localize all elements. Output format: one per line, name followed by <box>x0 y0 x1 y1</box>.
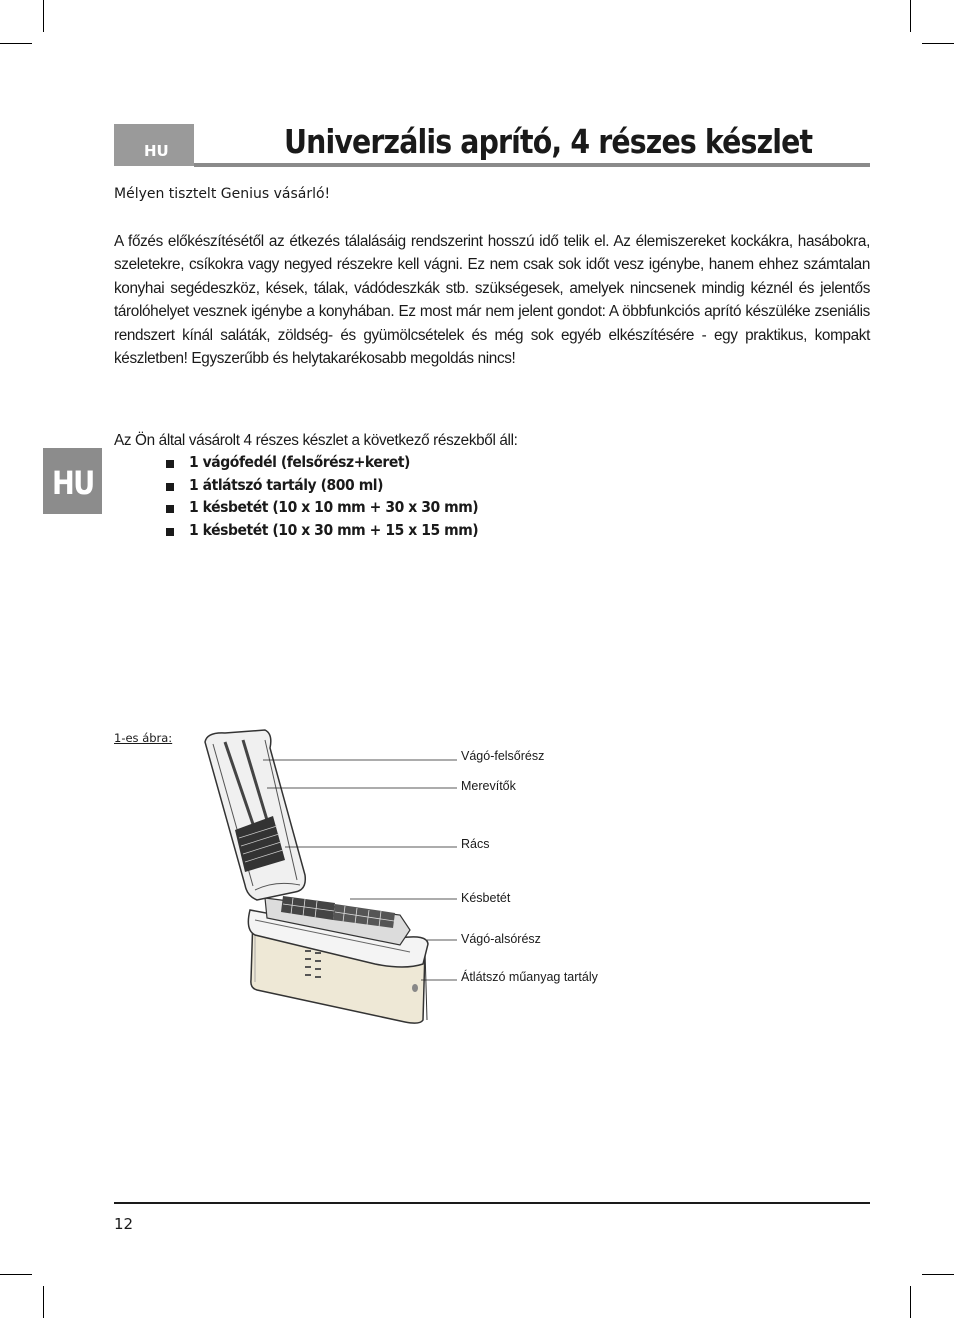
lid-drawing <box>205 730 305 900</box>
crop-mark <box>922 1274 954 1275</box>
list-item: 1 késbetét (10 x 30 mm + 15 x 15 mm) <box>164 521 510 544</box>
parts-intro: Az Ön által vásárolt 4 részes készlet a következő részekből áll: <box>114 432 518 449</box>
crop-mark <box>43 0 44 32</box>
list-item: 1 átlátszó tartály (800 ml) <box>164 476 510 499</box>
list-item: 1 vágófedél (felsőrész+keret) <box>164 453 510 476</box>
callout-label: Átlátszó műanyag tartály <box>461 970 598 984</box>
side-language-tab <box>43 448 102 514</box>
list-item: 1 késbetét (10 x 10 mm + 30 x 30 mm) <box>164 498 510 521</box>
figure-label: 1-es ábra: <box>114 731 173 745</box>
crop-mark <box>43 1286 44 1318</box>
callout-label: Merevítők <box>461 779 516 793</box>
page-number: 12 <box>114 1215 134 1233</box>
callout-label: Rács <box>461 837 490 851</box>
callout-label: Vágó-alsórész <box>461 932 541 946</box>
crop-mark <box>910 1286 911 1318</box>
footer-rule <box>114 1202 870 1204</box>
callout-label: Késbetét <box>461 891 511 905</box>
crop-mark <box>0 43 32 44</box>
greeting: Mélyen tisztelt Genius vásárló! <box>114 186 331 202</box>
crop-mark <box>910 0 911 32</box>
intro-paragraph: A főzés előkészítésétől az étkezés tálalásáig rendszerint hosszú idő telik el. Az élemiszereket kockákra, hasábokra, szeletekre, csíkokra vagy negyed részekre kell vágni. Ez nem csak sok időt vesz igénybe, hanem ehhez számtalan konyhai segédeszköz, kések, tálak, vádódeszkák stb. szükségesek, amelyek nincsenek mindig kéznél és jelentős tárolóhelyet vesznek igénybe a konyhában. Ez most már nem jelent gondot: A öbbfunkciós aprító készüléke zseniális rendszert kínál saláták, zöldség- és gyümölcsételek és még sok egyéb elkészítésére - egy praktikus, kompakt készletben! Egyszerűbb és helytakarékosabb megoldás nincs! <box>114 233 870 368</box>
language-tab-label: HU <box>144 142 169 160</box>
title-rule <box>194 163 870 167</box>
crop-mark <box>0 1274 32 1275</box>
side-language-tab-label: HU <box>52 464 94 502</box>
page-title: Univerzális aprító, 4 részes készlet <box>284 122 813 161</box>
parts-list <box>164 453 510 543</box>
crop-mark <box>922 43 954 44</box>
callout-label: Vágó-felsőrész <box>461 749 545 763</box>
language-tab <box>114 124 194 166</box>
